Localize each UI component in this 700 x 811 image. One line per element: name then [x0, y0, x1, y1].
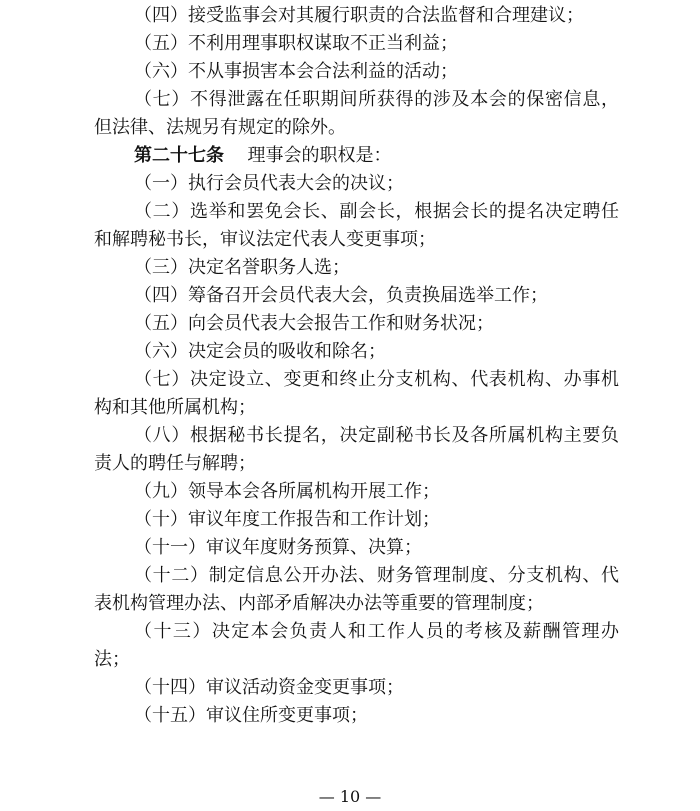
- clause-line: （十四）审议活动资金变更事项；: [134, 677, 404, 698]
- clause-line: （四）接受监事会对其履行职责的合法监督和合理建议；: [134, 5, 584, 26]
- clause-line: （九）领导本会各所属机构开展工作；: [134, 481, 440, 502]
- clause-line: （十三）决定本会负责人和工作人员的考核及薪酬管理办: [134, 621, 619, 642]
- clause-line: （十一）审议年度财务预算、决算；: [134, 537, 422, 558]
- clause-line: （十五）审议住所变更事项；: [134, 705, 368, 726]
- clause-line: （三）决定名誉职务人选；: [134, 257, 350, 278]
- clause-line-continuation: 但法律、法规另有规定的除外。: [94, 117, 346, 138]
- article-title: 理事会的职权是：: [247, 145, 392, 166]
- article-heading-line: [134, 142, 391, 170]
- clause-line: （四）筹备召开会员代表大会，负责换届选举工作；: [134, 285, 548, 306]
- clause-line-continuation: 和解聘秘书长，审议法定代表人变更事项；: [94, 229, 436, 250]
- clause-line: （五）向会员代表大会报告工作和财务状况；: [134, 313, 494, 334]
- clause-line: （一）执行会员代表大会的决议；: [134, 173, 404, 194]
- clause-line: （十二）制定信息公开办法、财务管理制度、分支机构、代: [134, 565, 619, 586]
- clause-line-continuation: 构和其他所属机构；: [94, 397, 256, 418]
- clause-line-continuation: 法；: [94, 649, 130, 670]
- clause-line: （二）选举和罢免会长、副会长，根据会长的提名决定聘任: [134, 201, 619, 222]
- clause-line: （八）根据秘书长提名，决定副秘书长及各所属机构主要负: [134, 425, 619, 446]
- clause-line: （五）不利用理事职权谋取不正当利益；: [134, 33, 458, 54]
- page-number: — 10 —: [318, 787, 382, 806]
- clause-line: （七）不得泄露在任职期间所获得的涉及本会的保密信息，: [134, 89, 619, 110]
- clause-line: （七）决定设立、变更和终止分支机构、代表机构、办事机: [134, 369, 619, 390]
- clause-line-continuation: 责人的聘任与解聘；: [94, 453, 256, 474]
- clause-line-continuation: 表机构管理办法、内部矛盾解决办法等重要的管理制度；: [94, 593, 544, 614]
- article-number: 第二十七条: [134, 145, 224, 166]
- clause-line: （六）决定会员的吸收和除名；: [134, 341, 386, 362]
- clause-line: （六）不从事损害本会合法利益的活动；: [134, 61, 458, 82]
- clause-line: （十）审议年度工作报告和工作计划；: [134, 509, 440, 530]
